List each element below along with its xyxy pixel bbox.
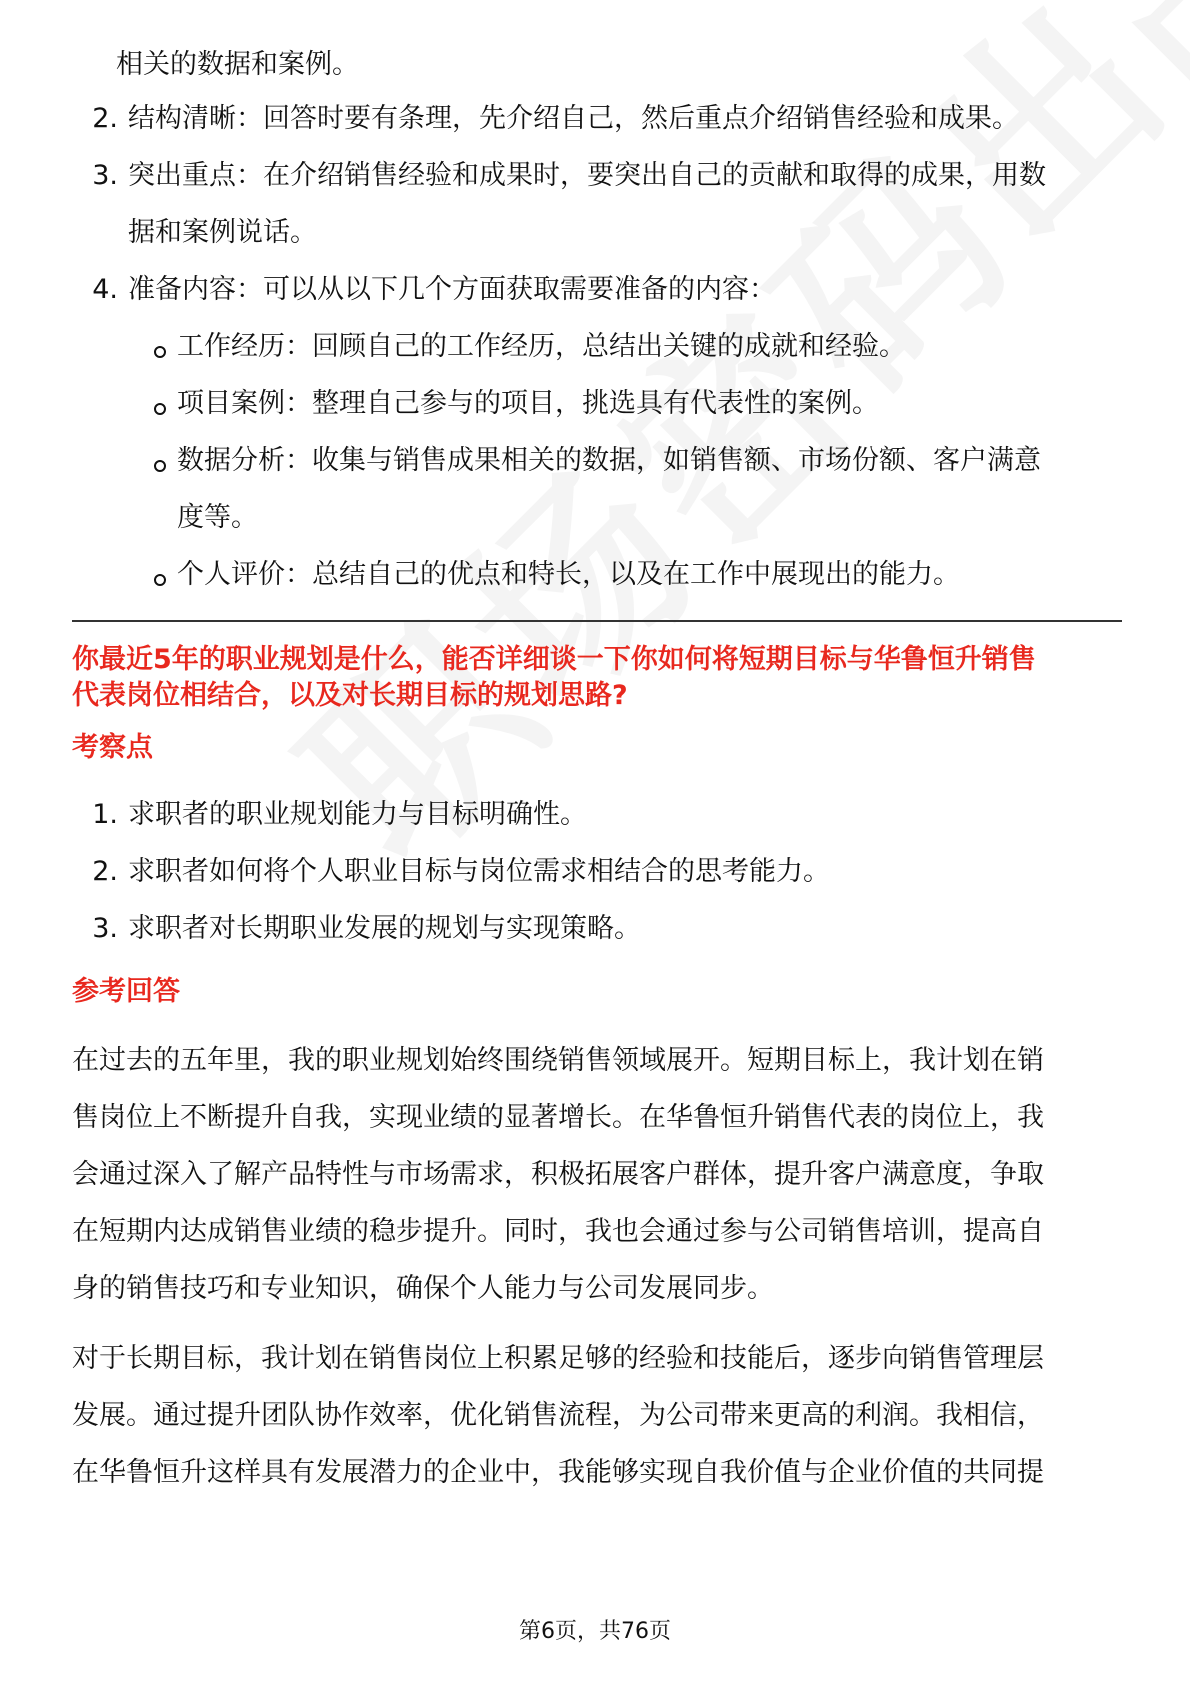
list-number: 2. xyxy=(92,856,118,887)
bullet-text: 度等。 xyxy=(177,502,258,533)
bullet-item-work-history xyxy=(72,318,1122,375)
bullet-circle-icon xyxy=(154,403,166,415)
bullet-text: 工作经历：回顾自己的工作经历，总结出关键的成就和经验。 xyxy=(177,331,906,362)
exam-point-text: 求职者对长期职业发展的规划与实现策略。 xyxy=(128,913,641,944)
bullet-item-project-cases xyxy=(72,375,1122,432)
tip-text: 据和案例说话。 xyxy=(128,217,317,248)
paragraph-line: 发展。通过提升团队协作效率，优化销售流程，为公司带来更高的利润。我相信， xyxy=(72,1400,1044,1431)
bullet-circle-icon xyxy=(154,460,166,472)
bullet-circle-icon xyxy=(154,346,166,358)
reference-answer-title: 参考回答 xyxy=(72,976,180,1007)
bullet-text: 个人评价：总结自己的优点和特长，以及在工作中展现出的能力。 xyxy=(177,559,960,590)
exam-point-item xyxy=(72,843,1122,900)
list-number: 2. xyxy=(92,103,118,134)
list-number: 4. xyxy=(92,274,118,305)
bullet-text: 数据分析：收集与销售成果相关的数据，如销售额、市场份额、客户满意 xyxy=(177,445,1041,476)
interview-question xyxy=(72,642,1122,714)
list-number: 3. xyxy=(92,160,118,191)
paragraph-line: 身的销售技巧和专业知识，确保个人能力与公司发展同步。 xyxy=(72,1273,774,1304)
paragraph-line: 售岗位上不断提升自我，实现业绩的显著增长。在华鲁恒升销售代表的岗位上，我 xyxy=(72,1102,1044,1133)
answer-paragraph-1 xyxy=(72,1032,1122,1317)
paragraph-line: 在短期内达成销售业绩的稳步提升。同时，我也会通过参与公司销售培训，提高自 xyxy=(72,1216,1044,1247)
bullet-item-self-evaluation xyxy=(72,546,1122,603)
paragraph-line: 在过去的五年里，我的职业规划始终围绕销售领域展开。短期目标上，我计划在销 xyxy=(72,1045,1044,1076)
bullet-item-data-analysis xyxy=(72,432,1122,546)
exam-point-item xyxy=(72,786,1122,843)
question-line: 你最近5年的职业规划是什么，能否详细谈一下你如何将短期目标与华鲁恒升销售 xyxy=(72,644,1036,675)
exam-points-title: 考察点 xyxy=(72,732,153,763)
list-number: 1. xyxy=(92,799,118,830)
paragraph-line: 在华鲁恒升这样具有发展潜力的企业中，我能够实现自我价值与企业价值的共同提 xyxy=(72,1457,1044,1488)
exam-points-list xyxy=(72,786,1122,957)
exam-point-text: 求职者的职业规划能力与目标明确性。 xyxy=(128,799,587,830)
paragraph-line: 对于长期目标，我计划在销售岗位上积累足够的经验和技能后，逐步向销售管理层 xyxy=(72,1343,1044,1374)
tip-text: 结构清晰：回答时要有条理，先介绍自己，然后重点介绍销售经验和成果。 xyxy=(128,103,1019,134)
tip-text: 突出重点：在介绍销售经验和成果时，要突出自己的贡献和取得的成果，用数 xyxy=(128,160,1046,191)
bullet-circle-icon xyxy=(154,574,166,586)
paragraph-line: 会通过深入了解产品特性与市场需求，积极拓展客户群体，提升客户满意度，争取 xyxy=(72,1159,1044,1190)
tip-item-3 xyxy=(72,147,1122,261)
section-divider xyxy=(72,620,1122,622)
bullet-text: 项目案例：整理自己参与的项目，挑选具有代表性的案例。 xyxy=(177,388,879,419)
question-line: 代表岗位相结合，以及对长期目标的规划思路? xyxy=(72,680,628,711)
tip-item-2 xyxy=(72,90,1122,147)
list-item-continuation: 相关的数据和案例。 xyxy=(116,49,359,80)
tip-text: 准备内容：可以从以下几个方面获取需要准备的内容： xyxy=(128,274,776,305)
exam-point-item xyxy=(72,900,1122,957)
tip-item-4 xyxy=(72,261,1122,318)
exam-point-text: 求职者如何将个人职业目标与岗位需求相结合的思考能力。 xyxy=(128,856,830,887)
page-number-footer: 第6页，共76页 xyxy=(519,1619,671,1644)
list-number: 3. xyxy=(92,913,118,944)
answer-paragraph-2 xyxy=(72,1330,1122,1501)
tips-list xyxy=(72,90,1122,603)
